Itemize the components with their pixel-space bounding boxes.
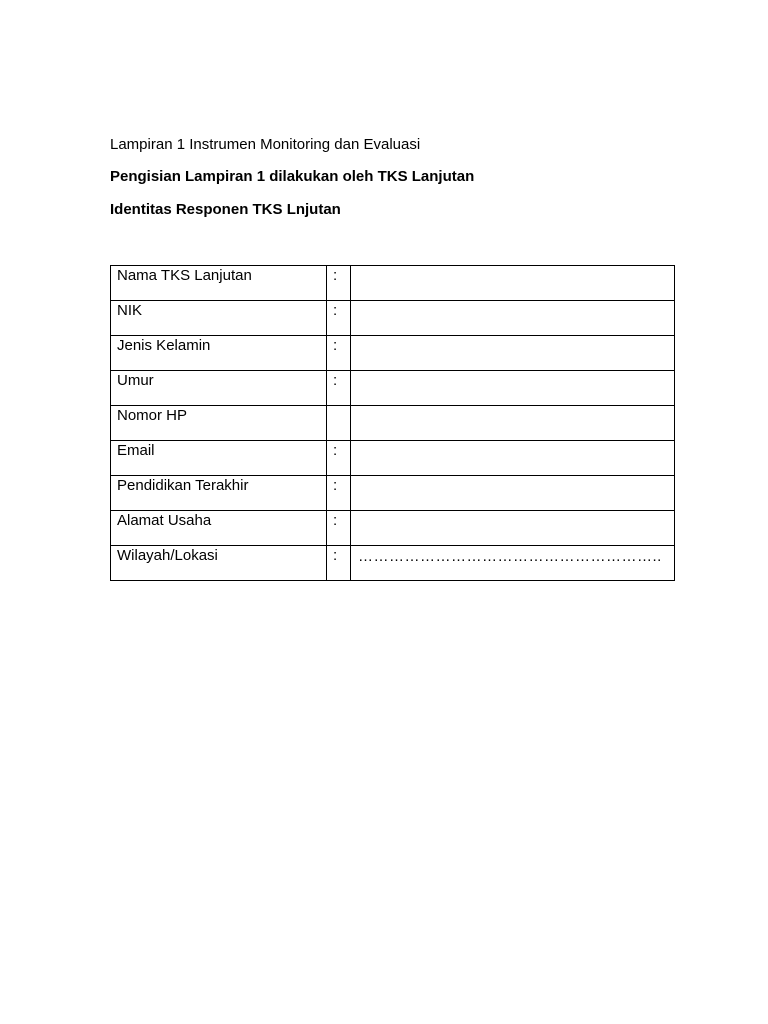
table-row xyxy=(111,406,675,441)
field-colon: : xyxy=(327,476,351,511)
table-row xyxy=(111,266,675,301)
field-colon: : xyxy=(327,511,351,546)
field-value-umur[interactable] xyxy=(351,371,675,406)
field-label-nomor-hp: Nomor HP xyxy=(111,406,327,441)
field-colon xyxy=(327,406,351,441)
field-colon: : xyxy=(327,336,351,371)
field-value-jenis-kelamin[interactable] xyxy=(351,336,675,371)
field-colon: : xyxy=(327,266,351,301)
table-row xyxy=(111,301,675,336)
field-colon: : xyxy=(327,301,351,336)
field-label-nik: NIK xyxy=(111,301,327,336)
field-label-nama: Nama TKS Lanjutan xyxy=(111,266,327,301)
table-row xyxy=(111,511,675,546)
identity-form-table xyxy=(110,265,675,581)
document-title: Lampiran 1 Instrumen Monitoring dan Evaluasi xyxy=(110,136,421,153)
table-row xyxy=(111,441,675,476)
table-row xyxy=(111,546,675,581)
field-value-nik[interactable] xyxy=(351,301,675,336)
field-label-alamat-usaha: Alamat Usaha xyxy=(111,511,327,546)
table-row xyxy=(111,371,675,406)
field-value-email[interactable] xyxy=(351,441,675,476)
field-colon: : xyxy=(327,371,351,406)
table-row xyxy=(111,476,675,511)
field-value-nomor-hp[interactable] xyxy=(351,406,675,441)
document-subtitle: Pengisian Lampiran 1 dilakukan oleh TKS Lanjutan xyxy=(110,168,475,185)
field-label-email: Email xyxy=(111,441,327,476)
field-colon: : xyxy=(327,546,351,581)
field-value-pendidikan-terakhir[interactable] xyxy=(351,476,675,511)
field-colon: : xyxy=(327,441,351,476)
field-label-wilayah-lokasi: Wilayah/Lokasi xyxy=(111,546,327,581)
field-label-pendidikan-terakhir: Pendidikan Terakhir xyxy=(111,476,327,511)
section-heading: Identitas Responen TKS Lnjutan xyxy=(110,201,341,218)
field-value-wilayah-lokasi[interactable]: ………………………………………………….. xyxy=(351,546,675,581)
field-value-nama[interactable] xyxy=(351,266,675,301)
field-label-jenis-kelamin: Jenis Kelamin xyxy=(111,336,327,371)
table-row xyxy=(111,336,675,371)
field-label-umur: Umur xyxy=(111,371,327,406)
field-value-alamat-usaha[interactable] xyxy=(351,511,675,546)
